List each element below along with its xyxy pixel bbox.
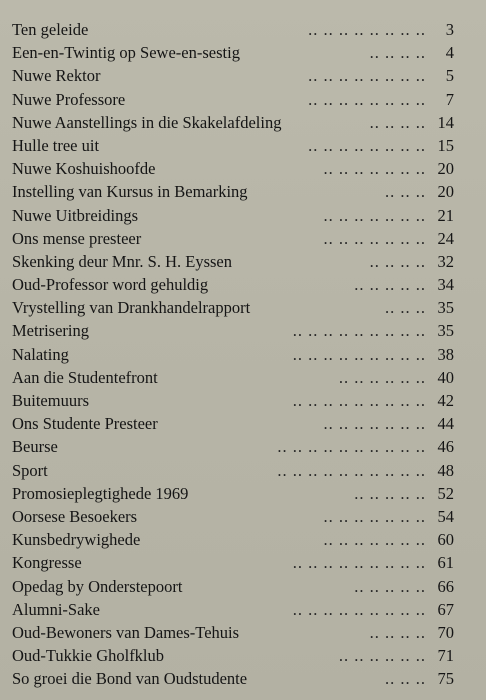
toc-page-number: 48 xyxy=(437,460,454,480)
toc-dot-leader: .. .. .. .. .. .. .. .. .. xyxy=(292,553,426,573)
toc-entry-title: Skenking deur Mnr. S. H. Eyssen xyxy=(12,251,232,271)
toc-entry xyxy=(12,180,474,203)
toc-page-number: 20 xyxy=(437,159,454,179)
toc-dot-leader: .. .. .. .. .. .. .. xyxy=(323,205,426,225)
toc-page-number: 15 xyxy=(437,135,454,155)
toc-entry xyxy=(12,157,474,180)
toc-dot-leader: .. .. .. .. .. xyxy=(354,576,426,596)
toc-entry xyxy=(12,459,474,482)
toc-dot-leader: .. .. .. .. xyxy=(369,251,426,271)
toc-entry-title: Nuwe Professore xyxy=(12,89,126,109)
toc-entry-title: Ons Studente Presteer xyxy=(12,414,158,434)
toc-entry xyxy=(12,598,474,621)
toc-entry-title: Ten geleide xyxy=(12,20,89,39)
toc-entry xyxy=(12,644,474,667)
toc-entry xyxy=(12,575,474,598)
toc-dot-leader: .. .. .. xyxy=(385,669,426,689)
toc-dot-leader: .. .. .. .. .. .. .. .. xyxy=(308,135,426,155)
toc-dot-leader: .. .. .. .. .. .. .. xyxy=(323,228,426,248)
toc-entry-title: Oud-Professor word gehuldig xyxy=(12,275,209,295)
toc-entry-title: Aan die Studentefront xyxy=(12,367,158,387)
toc-entry xyxy=(12,273,474,296)
toc-dot-leader: .. .. .. .. xyxy=(369,43,426,63)
toc-entry-title: Kunsbedrywighede xyxy=(12,530,141,550)
toc-dot-leader: .. .. .. xyxy=(385,182,426,202)
toc-dot-leader: .. .. .. .. xyxy=(369,112,426,132)
toc-entry-title: Instelling van Kursus in Bemarking xyxy=(12,182,248,202)
toc-entry xyxy=(12,389,474,412)
toc-entry xyxy=(12,18,474,41)
toc-entry xyxy=(12,435,474,458)
toc-entry-title: Nuwe Aanstellings in die Skakelafdeling xyxy=(12,112,282,132)
toc-entry xyxy=(12,134,474,157)
toc-entry-title: Buitemuurs xyxy=(12,391,89,410)
toc-page-number: 21 xyxy=(437,205,454,225)
toc-entry-title: Nalating xyxy=(12,344,69,364)
toc-dot-leader: .. .. .. .. .. .. xyxy=(338,367,426,387)
toc-page-number: 70 xyxy=(437,622,454,642)
toc-dot-leader: .. .. .. .. .. .. .. .. .. xyxy=(292,344,426,364)
toc-dot-leader: .. .. .. .. .. .. .. xyxy=(323,506,426,526)
toc-page-number: 3 xyxy=(445,20,454,39)
toc-page-number: 67 xyxy=(437,599,454,619)
toc-dot-leader: .. .. .. .. .. .. .. .. xyxy=(308,66,426,86)
toc-page-number: 5 xyxy=(445,66,454,86)
toc-entry xyxy=(12,551,474,574)
toc-entry xyxy=(12,412,474,435)
toc-entry-title: Hulle tree uit xyxy=(12,135,100,155)
toc-dot-leader: .. .. .. .. xyxy=(369,622,426,642)
toc-page-number: 38 xyxy=(437,344,454,364)
toc-entry xyxy=(12,41,474,64)
toc-entry-title: Oud-Tukkie Gholfklub xyxy=(12,646,165,666)
toc-entry xyxy=(12,227,474,250)
toc-page-number: 14 xyxy=(437,112,454,132)
toc-entry xyxy=(12,528,474,551)
toc-entry-title: So groei die Bond van Oudstudente xyxy=(12,669,248,689)
toc-entry xyxy=(12,482,474,505)
toc-dot-leader: .. .. .. .. .. .. .. .. .. .. xyxy=(277,460,426,480)
toc-page-number: 44 xyxy=(437,414,454,434)
toc-entry-title: Opedag by Onderstepoort xyxy=(12,576,183,596)
toc-entry-title: Een-en-Twintig op Sewe-en-sestig xyxy=(12,43,240,63)
toc-page-number: 75 xyxy=(437,669,454,689)
toc-entry-title: Oorsese Besoekers xyxy=(12,506,138,526)
toc-page-number: 40 xyxy=(437,367,454,387)
toc-dot-leader: .. .. .. .. .. .. .. xyxy=(323,530,426,550)
toc-page-number: 61 xyxy=(437,553,454,573)
toc-entry xyxy=(12,366,474,389)
toc-dot-leader: .. .. .. .. .. .. .. .. .. xyxy=(292,599,426,619)
toc-page-number: 46 xyxy=(437,437,454,457)
toc-entry xyxy=(12,64,474,87)
toc-dot-leader: .. .. .. .. .. xyxy=(354,483,426,503)
toc-entry-title: Nuwe Rektor xyxy=(12,66,101,86)
toc-entry-title: Kongresse xyxy=(12,553,82,573)
toc-entry xyxy=(12,204,474,227)
toc-page-number: 7 xyxy=(445,89,454,109)
toc-page-number: 34 xyxy=(437,275,454,295)
toc-entry xyxy=(12,296,474,319)
toc-page-number: 32 xyxy=(437,251,454,271)
toc-dot-leader: .. .. .. .. .. .. .. xyxy=(323,414,426,434)
toc-page-number: 66 xyxy=(437,576,454,596)
toc-entry xyxy=(12,250,474,273)
toc-page-number: 54 xyxy=(437,506,454,526)
table-of-contents xyxy=(12,18,474,690)
toc-entry xyxy=(12,319,474,342)
toc-dot-leader: .. .. .. .. .. .. .. .. xyxy=(308,20,426,39)
toc-entry-title: Nuwe Uitbreidings xyxy=(12,205,139,225)
toc-entry xyxy=(12,667,474,690)
toc-entry-title: Oud-Bewoners van Dames-Tehuis xyxy=(12,622,240,642)
toc-page-number: 35 xyxy=(437,298,454,318)
toc-page-number: 4 xyxy=(445,43,454,63)
toc-entry-title: Sport xyxy=(12,460,48,480)
toc-entry-title: Promosieplegtighede 1969 xyxy=(12,483,189,503)
toc-page-number: 71 xyxy=(437,646,454,666)
toc-entry xyxy=(12,505,474,528)
toc-entry-title: Ons mense presteer xyxy=(12,228,142,248)
toc-dot-leader: .. .. .. .. .. .. xyxy=(338,646,426,666)
toc-entry xyxy=(12,343,474,366)
toc-entry-title: Nuwe Koshuishoofde xyxy=(12,159,156,179)
toc-entry xyxy=(12,111,474,134)
toc-entry-title: Alumni-Sake xyxy=(12,599,100,619)
toc-dot-leader: .. .. .. .. .. .. .. .. .. xyxy=(292,321,426,341)
toc-page-number: 20 xyxy=(437,182,454,202)
toc-page-number: 35 xyxy=(437,321,454,341)
toc-dot-leader: .. .. .. .. .. .. .. xyxy=(323,159,426,179)
toc-page-number: 52 xyxy=(437,483,454,503)
toc-dot-leader: .. .. .. .. .. xyxy=(354,275,426,295)
toc-entry xyxy=(12,621,474,644)
toc-dot-leader: .. .. .. xyxy=(385,298,426,318)
toc-dot-leader: .. .. .. .. .. .. .. .. xyxy=(308,89,426,109)
toc-dot-leader: .. .. .. .. .. .. .. .. .. xyxy=(292,391,426,410)
toc-entry-title: Beurse xyxy=(12,437,58,457)
toc-page-number: 24 xyxy=(437,228,454,248)
toc-page-number: 42 xyxy=(437,391,454,410)
toc-page-number: 60 xyxy=(437,530,454,550)
toc-entry-title: Metrisering xyxy=(12,321,89,341)
toc-dot-leader: .. .. .. .. .. .. .. .. .. .. xyxy=(277,437,426,457)
toc-entry-title: Vrystelling van Drankhandelrapport xyxy=(12,298,251,318)
toc-entry xyxy=(12,88,474,111)
